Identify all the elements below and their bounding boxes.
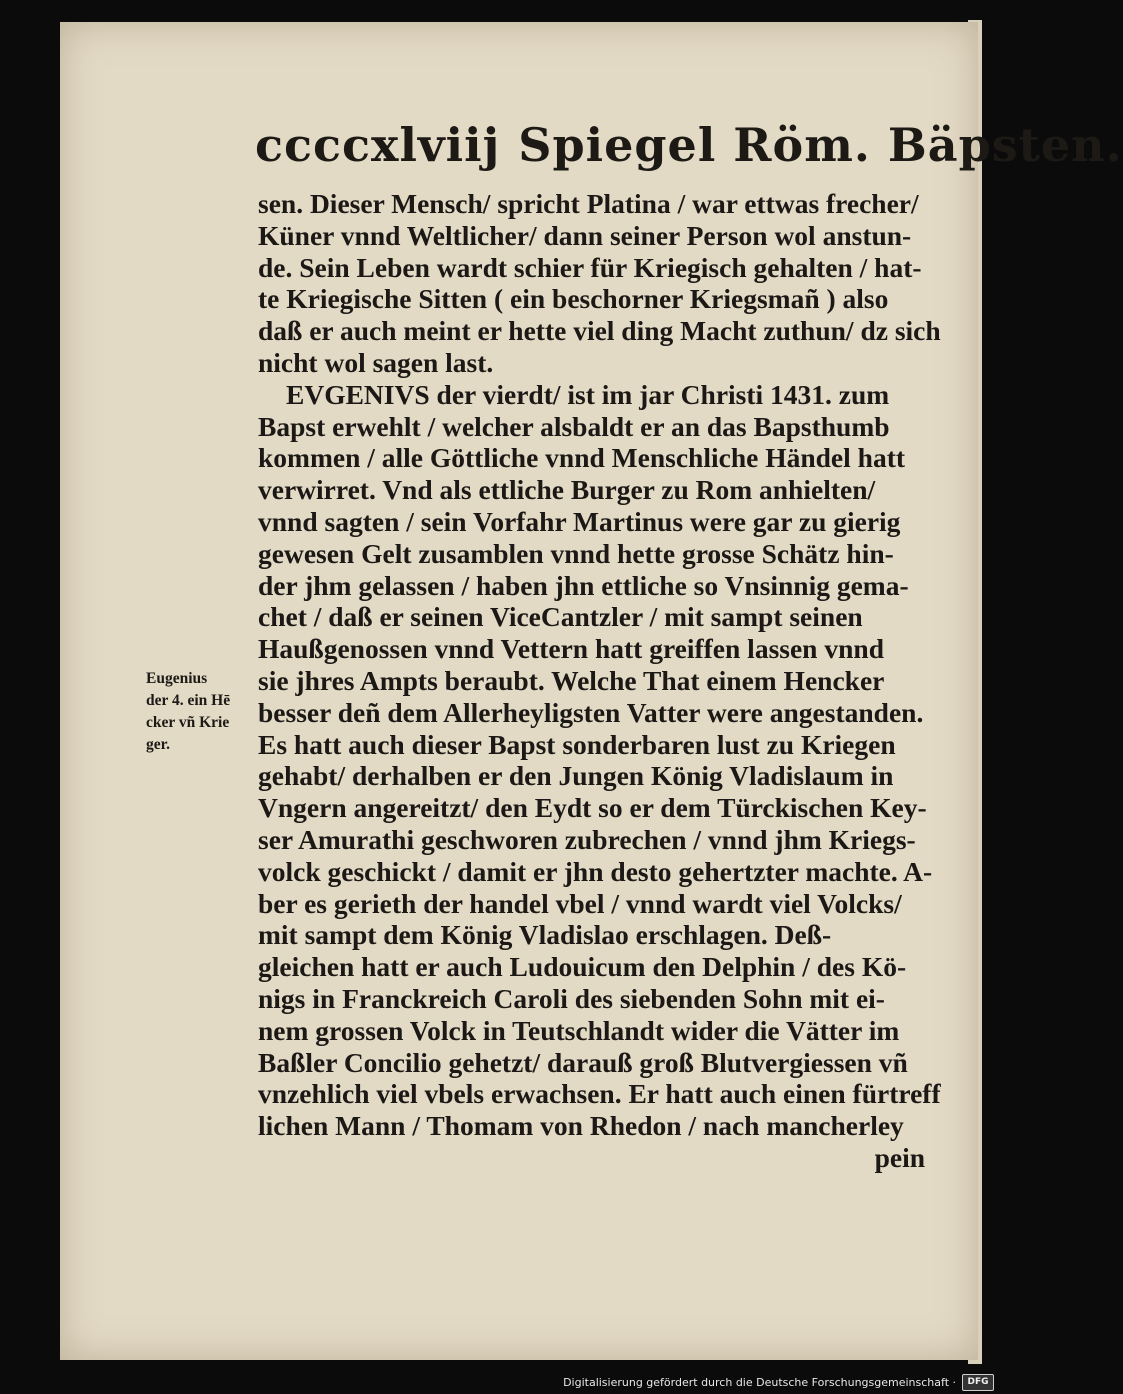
text-line: EVGENIVS der vierdt/ ist im jar Christi 1431. zum	[286, 378, 890, 410]
text-line: vnzehlich viel vbels erwachsen. Er hatt auch einen fürtreff	[258, 1078, 941, 1110]
text-line: vnnd sagten / sein Vorfahr Martinus were gar zu gierig	[258, 505, 901, 537]
text-line: Küner vnnd Weltlicher/ dann seiner Person wol anstun-	[258, 219, 912, 251]
text-line: mit sampt dem König Vladislao erschlagen. Deß-	[258, 919, 832, 951]
text-line: Es hatt auch dieser Bapst sonderbaren lust zu Kriegen	[258, 728, 896, 760]
text-line: der jhm gelassen / haben jhn ettliche so Vnsinnig gema-	[258, 569, 909, 601]
page-header	[255, 118, 1123, 172]
text-line: Baßler Concilio gehetzt/ darauß groß Blutvergiessen vñ	[258, 1046, 908, 1078]
text-line: besser deñ dem Allerheyligsten Vatter were angestanden.	[258, 696, 924, 728]
body-text	[258, 188, 941, 1174]
text-line: gewesen Gelt zusamblen vnnd hette grosse Schätz hin-	[258, 537, 894, 569]
text-line: volck geschickt / damit er jhn desto gehertzter machte. A-	[258, 855, 933, 887]
text-line: ber es gerieth der handel vbel / vnnd wardt viel Volcks/	[258, 887, 902, 919]
dfg-logo-icon: DFG	[962, 1374, 994, 1391]
text-line: kommen / alle Göttliche vnnd Menschliche Händel hatt	[258, 442, 906, 474]
text-line: lichen Mann / Thomam von Rhedon / nach mancherley	[258, 1110, 904, 1142]
text-line: verwirret. Vnd als ettliche Burger zu Rom anhielten/	[258, 474, 876, 506]
text-line: ser Amurathi geschworen zubrechen / vnnd jhm Kriegs-	[258, 823, 916, 855]
text-line: Haußgenossen vnnd Vettern hatt greiffen lassen vnnd	[258, 633, 884, 665]
text-line: de. Sein Leben wardt schier für Kriegisch gehalten / hat-	[258, 251, 922, 283]
margin-note-line: der 4. ein Hē	[146, 692, 231, 709]
text-line: nicht wol sagen last.	[258, 346, 494, 378]
text-line: gleichen hatt er auch Ludouicum den Delphin / des Kö-	[258, 951, 907, 983]
margin-note-line: ger.	[146, 736, 170, 753]
text-line: chet / daß er seinen ViceCantzler / mit sampt seinen	[258, 601, 863, 633]
running-title: Spiegel Röm. Bäpsten.	[518, 118, 1123, 172]
catchword: pein	[874, 1141, 925, 1173]
text-line: sie jhres Ampts beraubt. Welche That einem Hencker	[258, 664, 885, 696]
footer-bar	[0, 1370, 1000, 1394]
margin-note	[146, 668, 261, 756]
text-line: gehabt/ derhalben er den Jungen König Vladislaum in	[258, 760, 894, 792]
text-line: te Kriegische Sitten ( ein beschorner Kriegsmañ ) also	[258, 283, 889, 315]
text-line: sen. Dieser Mensch/ spricht Platina / war ettwas frecher/	[258, 188, 919, 219]
text-line: nigs in Franckreich Caroli des siebenden Sohn mit ei-	[258, 982, 885, 1014]
text-line: nem grossen Volck in Teutschlandt wider die Vätter im	[258, 1014, 900, 1046]
margin-note-line: Eugenius	[146, 670, 208, 687]
text-line: Vngern angereitzt/ den Eydt so er dem Türckischen Key-	[258, 792, 927, 824]
folio-number: ccccxlviij	[255, 118, 501, 172]
text-line: Bapst erwehlt / welcher alsbaldt er an das Bapsthumb	[258, 410, 890, 442]
funding-credit: Digitalisierung gefördert durch die Deutsche Forschungsgemeinschaft ·	[563, 1375, 956, 1389]
text-line: daß er auch meint er hette viel ding Macht zuthun/ dz sich	[258, 315, 941, 347]
margin-note-line: cker vñ Krie	[146, 714, 230, 731]
